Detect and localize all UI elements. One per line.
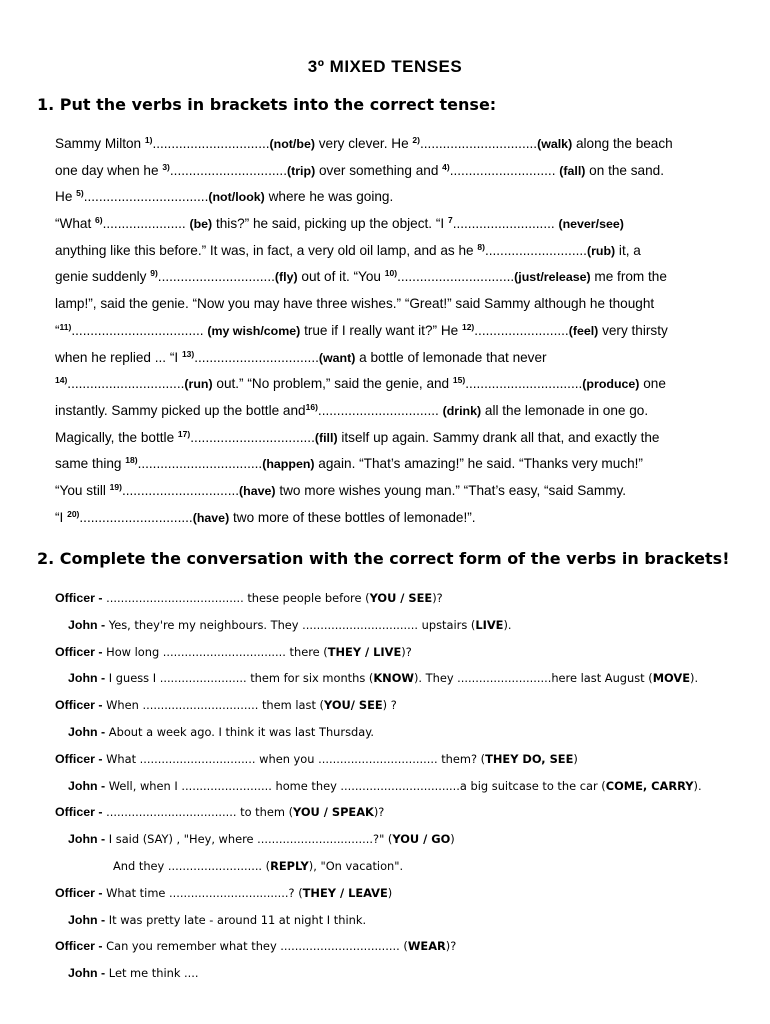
gap-number: 7 — [447, 215, 453, 226]
text-segment: Let me think .... — [105, 966, 199, 981]
speaker-label: John - — [68, 966, 106, 981]
dialogue-line — [55, 880, 755, 907]
text-segment: ................................... — [71, 322, 208, 338]
gap-number: 20) — [67, 508, 80, 519]
text-segment: )? — [445, 939, 457, 954]
gap-number: 11) — [59, 321, 72, 332]
gap-number: 18) — [125, 455, 138, 466]
text-segment: Can you remember what they ................................. ( — [102, 939, 408, 954]
gap-number: 10) — [384, 268, 398, 279]
dialogue-line — [55, 960, 755, 987]
text-segment: genie suddenly — [55, 269, 151, 285]
dialogue-line — [55, 746, 755, 773]
speaker-label: Officer - — [55, 751, 103, 766]
text-segment: anything like this before.” It was, in fact, a very old oil lamp, and as he — [55, 242, 478, 258]
dialogue-line — [55, 907, 755, 934]
text-segment: ............................... — [121, 482, 240, 498]
text-segment: ). — [503, 617, 512, 632]
verb-hint: (never/see) — [558, 217, 624, 232]
text-segment: one day when he — [55, 162, 163, 178]
text-segment: ................................. — [137, 456, 263, 472]
text-segment: two more wishes young man.” “That’s easy, “said Sammy. — [275, 482, 627, 498]
gap-number: 5) — [76, 188, 84, 199]
verb-hint: (fill) — [314, 430, 338, 445]
speaker-label: John - — [68, 617, 106, 632]
dialogue-line — [55, 665, 755, 692]
exercise-1-text — [55, 131, 745, 531]
text-segment: ............................... — [465, 376, 583, 392]
exercise-line — [55, 211, 745, 238]
text-segment: instantly. Sammy picked up the bottle and — [55, 402, 306, 418]
speaker-label: Officer - — [55, 698, 103, 713]
speaker-label: Officer - — [55, 939, 103, 954]
verb-hint: THEY / LEAVE — [302, 885, 388, 900]
text-segment: “I — [55, 509, 68, 525]
text-segment: ...................................... these people before ( — [102, 591, 370, 605]
exercise-line — [55, 345, 745, 372]
gap-number: 17) — [177, 428, 191, 439]
text-segment: ) ? — [382, 698, 397, 713]
gap-number: 19) — [109, 481, 122, 492]
verb-hint: WEAR — [407, 939, 446, 954]
text-segment: when he replied ... “I — [55, 349, 182, 365]
text-segment: Sammy Milton — [55, 136, 145, 151]
text-segment: ................................. — [194, 349, 319, 365]
verb-hint: (walk) — [537, 137, 573, 151]
text-segment: ................................ — [317, 402, 443, 418]
dialogue-line — [55, 799, 755, 826]
speaker-label: Officer - — [55, 591, 103, 605]
verb-hint: (feel) — [568, 323, 599, 338]
speaker-label: John - — [68, 832, 106, 847]
text-segment: lamp!”, said the genie. “Now you may have three wishes.” “Great!” said Sammy although he thought — [55, 296, 655, 312]
gap-number: 14) — [55, 375, 68, 386]
exercise-line — [55, 131, 745, 158]
text-segment: out.” “No problem,” said the genie, and — [212, 376, 453, 392]
verb-hint: YOU/ SEE — [323, 698, 383, 713]
text-segment: ............................... — [67, 376, 185, 392]
verb-hint: LIVE — [475, 617, 504, 632]
verb-hint: (produce) — [582, 377, 640, 392]
text-segment: When ................................ them last ( — [102, 698, 324, 713]
gap-number: 2) — [412, 135, 420, 145]
text-segment: Magically, the bottle — [55, 429, 178, 445]
gap-number: 6) — [95, 215, 103, 226]
verb-hint: COME, CARRY — [605, 778, 694, 793]
text-segment: ), "On vacation". — [308, 858, 404, 873]
dialogue-line — [55, 773, 755, 800]
exercise-line — [55, 318, 745, 345]
verb-hint: REPLY — [270, 858, 309, 873]
gap-number: 16) — [305, 401, 318, 412]
text-segment: And they .......................... ( — [113, 858, 271, 873]
verb-hint: (have) — [239, 483, 276, 498]
dialogue-line — [55, 853, 755, 880]
text-segment: this?” he said, picking up the object. “I — [212, 216, 448, 232]
text-segment: ......................... — [474, 322, 569, 338]
speaker-label: Officer - — [55, 805, 103, 820]
verb-hint: THEY / LIVE — [327, 644, 402, 659]
exercise-line — [55, 238, 745, 265]
exercise-line — [55, 184, 745, 211]
text-segment: me from the — [590, 269, 667, 285]
text-segment: two more of these bottles of lemonade!”. — [229, 509, 476, 525]
exercise-line — [55, 425, 745, 452]
gap-number: 8) — [477, 241, 485, 252]
verb-hint: (run) — [184, 377, 213, 392]
text-segment: ............................... — [169, 162, 287, 178]
verb-hint: MOVE — [652, 671, 691, 686]
dialogue-line — [55, 826, 755, 853]
exercise-2-heading: 2. Complete the conversation with the correct form of the verbs in brackets! — [37, 549, 730, 568]
text-segment: ). — [690, 671, 699, 686]
text-segment: What time .................................? ( — [102, 885, 303, 900]
text-segment: ............................... — [152, 136, 270, 151]
text-segment: ............................... — [157, 269, 275, 285]
text-segment: very clever. He — [314, 136, 413, 151]
exercise-line — [55, 478, 745, 505]
text-segment: I guess I ........................ them for six months ( — [105, 671, 374, 686]
verb-hint: YOU / SEE — [369, 591, 433, 605]
speaker-label: John - — [68, 671, 106, 686]
gap-number: 3) — [162, 161, 170, 172]
text-segment: .............................. — [79, 509, 193, 525]
verb-hint: (just/release) — [514, 270, 591, 285]
exercise-line — [55, 371, 745, 398]
exercise-line — [55, 158, 745, 185]
verb-hint: YOU / GO — [392, 832, 451, 847]
text-segment: ............................... — [419, 136, 538, 151]
text-segment: He — [55, 189, 77, 205]
text-segment: “You still — [55, 482, 110, 498]
gap-number: 4) — [442, 161, 450, 172]
verb-hint: (not/be) — [269, 137, 315, 151]
text-segment: ................................. — [83, 189, 209, 205]
text-segment: where he was going. — [264, 189, 394, 205]
dialogue-line — [55, 585, 755, 612]
verb-hint: (drink) — [442, 403, 482, 418]
speaker-label: John - — [68, 724, 106, 739]
text-segment: on the sand. — [585, 162, 665, 178]
text-segment: along the beach — [572, 136, 673, 151]
verb-hint: (not/look) — [208, 190, 265, 205]
text-segment: ) — [573, 751, 578, 766]
verb-hint: YOU / SPEAK — [293, 805, 374, 820]
text-segment: )? — [401, 644, 412, 659]
text-segment: over something and — [315, 162, 443, 178]
text-segment: Well, when I ......................... home they .................................a big suitcase to the car ( — [105, 778, 606, 793]
verb-hint: KNOW — [373, 671, 414, 686]
verb-hint: (happen) — [262, 457, 315, 472]
text-segment: ...................... — [102, 216, 190, 232]
exercise-line — [55, 264, 745, 291]
gap-number: 15) — [452, 375, 466, 386]
text-segment: “ — [55, 322, 60, 338]
text-segment: ........................... — [484, 242, 587, 258]
text-segment: very thirsty — [598, 322, 668, 338]
exercise-line — [55, 505, 745, 532]
exercise-2-conversation — [55, 585, 755, 987]
text-segment: )? — [373, 805, 385, 820]
text-segment: same thing — [55, 456, 126, 472]
text-segment: ). — [693, 778, 702, 793]
gap-number: 1) — [144, 135, 153, 145]
verb-hint: (my wish/come) — [207, 323, 301, 338]
speaker-label: Officer - — [55, 644, 103, 659]
text-segment: About a week ago. I think it was last Thursday. — [105, 724, 374, 739]
text-segment: What ................................ when you ................................. them? ( — [102, 751, 486, 766]
text-segment: itself up again. Sammy drank all that, and exactly the — [337, 429, 660, 445]
text-segment: ) — [450, 832, 455, 847]
text-segment: .................................... to them ( — [102, 805, 294, 820]
verb-hint: (want) — [318, 350, 356, 365]
text-segment: It was pretty late - around 11 at night I think. — [105, 912, 367, 927]
text-segment: )? — [432, 591, 443, 605]
text-segment: ............................... — [397, 269, 515, 285]
text-segment: Yes, they're my neighbours. They ................................ upstairs ( — [105, 617, 476, 632]
speaker-label: John - — [68, 912, 106, 927]
dialogue-line — [55, 719, 755, 746]
text-segment: one — [639, 376, 666, 392]
exercise-1-heading: 1. Put the verbs in brackets into the correct tense: — [37, 95, 497, 114]
gap-number: 12) — [461, 321, 475, 332]
text-segment: “What — [55, 216, 96, 232]
speaker-label: John - — [68, 778, 106, 793]
exercise-line — [55, 398, 745, 425]
text-segment: ............................ — [449, 162, 560, 178]
gap-number: 13) — [181, 348, 195, 359]
text-segment: a bottle of lemonade that never — [355, 349, 547, 365]
text-segment: ........................... — [452, 216, 559, 232]
verb-hint: (have) — [192, 510, 230, 525]
text-segment: ). They ..........................here last August ( — [413, 671, 653, 686]
page-title: 3º MIXED TENSES — [307, 57, 463, 76]
exercise-line — [55, 291, 745, 318]
gap-number: 9) — [150, 268, 158, 279]
text-segment: out of it. “You — [297, 269, 385, 285]
dialogue-line — [55, 639, 755, 666]
dialogue-line — [55, 612, 755, 639]
speaker-label: Officer - — [55, 885, 103, 900]
text-segment: How long .................................. there ( — [102, 644, 328, 659]
verb-hint: (fly) — [274, 270, 298, 285]
text-segment: it, a — [615, 242, 641, 258]
text-segment: ................................. — [190, 429, 315, 445]
dialogue-line — [55, 692, 755, 719]
exercise-line — [55, 451, 745, 478]
verb-hint: (fall) — [559, 163, 586, 178]
verb-hint: (be) — [189, 217, 213, 232]
text-segment: true if I really want it?” He — [300, 322, 462, 338]
verb-hint: (trip) — [286, 163, 316, 178]
text-segment: all the lemonade in one go. — [481, 402, 649, 418]
verb-hint: (rub) — [586, 243, 616, 258]
verb-hint: THEY DO, SEE — [485, 751, 574, 766]
text-segment: I said (SAY) , "Hey, where ................................?" ( — [105, 832, 393, 847]
text-segment: again. “That’s amazing!” he said. “Thanks very much!” — [314, 456, 643, 472]
text-segment: ) — [387, 885, 393, 900]
dialogue-line — [55, 933, 755, 960]
